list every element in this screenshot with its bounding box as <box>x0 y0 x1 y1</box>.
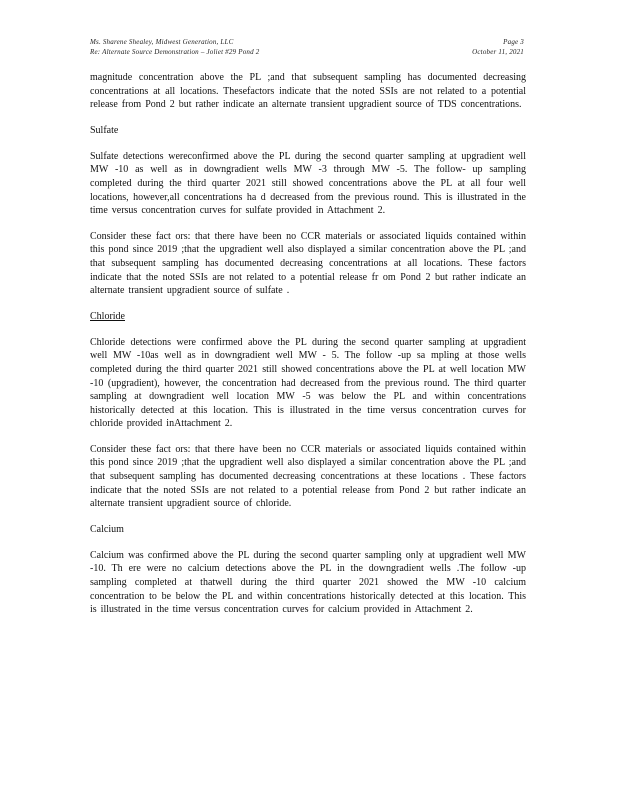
header-row-1 <box>90 37 524 47</box>
intro-paragraph: magnitude concentration above the PL ;and that subsequent sampling has documented decreasing concentrations at all locations. Thesefactors indicate that the noted SSIs are not related to a potential release from Pond 2 but rather indicate an alternate transient upgradient source of TDS concentrations. <box>90 72 526 111</box>
letter-header <box>90 37 524 57</box>
sulfate-paragraph-2: Consider these fact ors: that there have been no CCR materials or associated liquids contained within this pond since 2019 ;that the upgradient well also displayed a similar concentration above the PL ;and that subsequent sampling has documented decreasing concentrations at all locations. These factors indicate that the noted SSIs are not related to a potential release fr om Pond 2 but rather indicate an alternate transient upgradient source of sulfate . <box>90 230 526 297</box>
header-page-number: Page 3 <box>503 38 524 46</box>
calcium-paragraph-1: Calcium was confirmed above the PL during the second quarter sampling only at upgradient well MW -10. Th ere were no calcium detections above the PL in the downgradient wells .The follow -up sampling completed at thatwell during the third quarter 2021 showed the MW -10 calcium concentration to be below the PL and within concentrations historically detected at this location. This is illustrated in the time versus concentration curves for calcium provided in Attachment 2. <box>90 549 526 616</box>
chloride-paragraph-1: Chloride detections were confirmed above the PL during the second quarter sampling at upgradient well MW -10as well as in downgradient well MW - 5. The follow -up sa mpling at those wells completed during the third quarter 2021 still showed concentrations above the PL at well location MW -10 (upgradient), however, the concentration had decreased from the previous round. The third quarter sampling at downgradient well location MW -5 was below the PL and within concentrations historically detected at this location. This is illustrated in the time versus concentration curves for chloride provided inAttachment 2. <box>90 336 526 430</box>
header-subject: Re: Alternate Source Demonstration – Joliet #29 Pond 2 <box>90 48 260 56</box>
calcium-heading: Calcium <box>90 523 124 535</box>
chloride-heading-wrap <box>90 310 526 324</box>
chloride-paragraph-2: Consider these fact ors: that there have been no CCR materials or associated liquids contained within this pond since 2019 ;that the upgradient well also displayed a similar concentration above the PL ;and that subsequent sampling has documented decreasing concentrations at these locations . These factors indicate that the noted SSIs are not related to a potential release from Pond 2 but rather indicate an alternate transient upgradient source of chloride. <box>90 443 526 510</box>
header-row-2 <box>90 47 524 57</box>
sulfate-paragraph-1: Sulfate detections wereconfirmed above the PL during the second quarter sampling at upgradient well MW -10 as well as in downgradient wells MW -3 through MW -5. The follow- up sampling completed during the third quarter 2021 still showed concentrations above the PL at all four well locations, however,all concentrations ha d decreased from the previous round. This is illustrated in the time versus concentration curves for sulfate provided in Attachment 2. <box>90 150 526 217</box>
header-date: October 11, 2021 <box>472 48 524 56</box>
header-recipient: Ms. Sharene Shealey, Midwest Generation, LLC <box>90 38 234 46</box>
document-body <box>90 71 526 629</box>
chloride-heading: Chloride <box>90 310 125 322</box>
sulfate-heading: Sulfate <box>90 124 119 136</box>
